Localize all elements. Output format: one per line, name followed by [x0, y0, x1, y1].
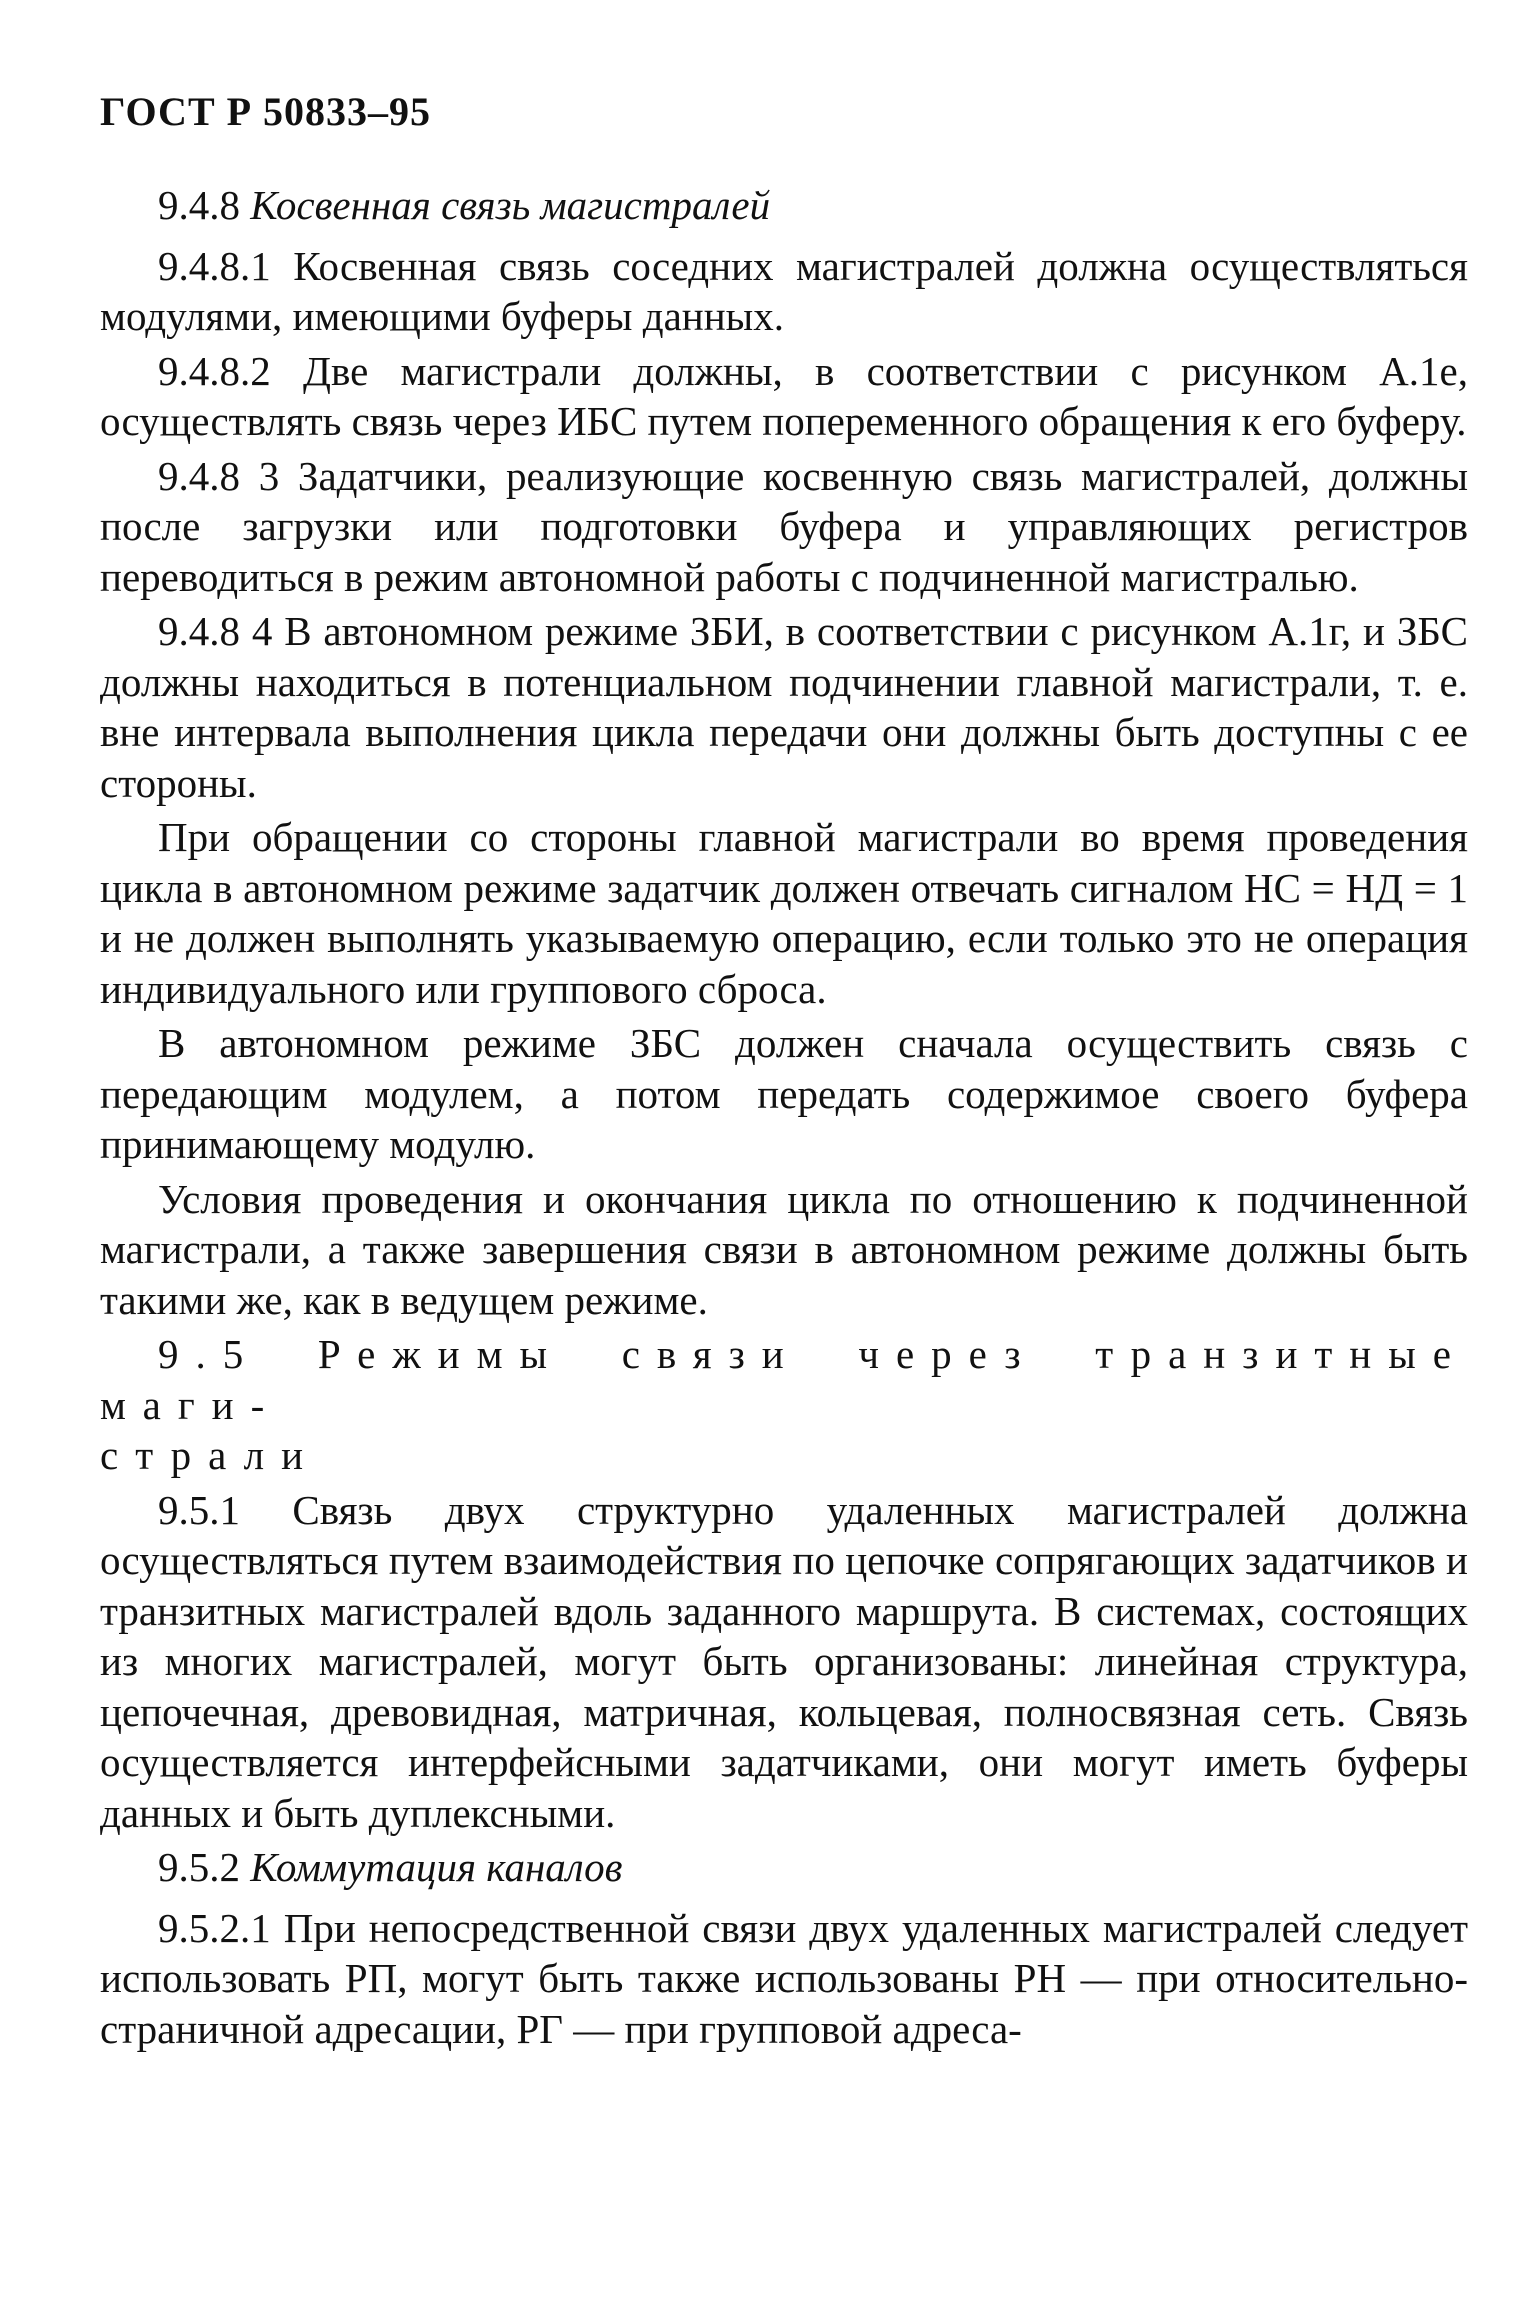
- paragraph-autonomous-mode: В автономном режиме ЗБС должен сначала осуществить связь с передающим модулем, а потом передать содержимое своего буфера принимающему модулю.: [100, 1020, 1468, 1167]
- document-code-header: ГОСТ Р 50833–95: [100, 89, 432, 134]
- paragraph-conditions: Условия проведения и окончания цикла по отношению к подчиненной магистрали, а также завершения связи в автономном режиме должны быть такими же, как в ведущем режиме.: [100, 1175, 1468, 1323]
- section-9-5-2-heading: [100, 1842, 1468, 1893]
- paragraph-main-request: При обращении со стороны главной магистрали во время проведения цикла в автономном режиме задатчик должен отвечать сигналом НС = НД = 1 и не должен выполнять указываемую операцию, если только это не операция индивидуального или группового сброса.: [100, 814, 1468, 1012]
- paragraph-9-4-8-2: 9.4.8.2 Две магистрали должны, в соответствии с рисунком А.1е, осуществлять связь через ИБС путем попеременного обращения к его буферу.: [100, 347, 1468, 444]
- paragraph-9-4-8-4: 9.4.8 4 В автономном режиме ЗБИ, в соответствии с рисунком А.1г, и ЗБС должны находиться в потенциальном подчинении главной магистрали, т. е. вне интервала выполнения цикла передачи они должны быть доступны с ее стороны.: [100, 608, 1468, 806]
- paragraph-9-5-1: 9.5.1 Связь двух структурно удаленных магистралей должна осуществляться путем взаимодействия по цепочке сопрягающих задатчиков и транзитных магистралей вдоль заданного маршрута. В системах, состоящих из многих магистралей, могут быть организованы: линейная структура, цепочечная, древовидная, матричная, кольцевая, полносвязная сеть. Связь осуществляется интерфейсными задатчиками, они могут иметь буферы данных и быть дуплексными.: [100, 1486, 1468, 1836]
- section-title: Коммутация каналов: [250, 1844, 623, 1890]
- section-9-5-heading-line2: страли: [100, 1432, 321, 1478]
- paragraph-9-5-2-1: 9.5.2.1 При непосредственной связи двух удаленных магистралей следует использовать РП, могут быть также использованы РН — при относительно-страничной адресации, РГ — при групповой адреса-: [100, 1904, 1468, 2052]
- paragraph-9-4-8-1: 9.4.8.1 Косвенная связь соседних магистралей должна осуществляться модулями, имеющими буферы данных.: [100, 242, 1468, 339]
- document-body: [100, 180, 1468, 2058]
- section-number: 9.4.8: [158, 182, 240, 228]
- section-title: Косвенная связь магистралей: [250, 182, 771, 228]
- section-9-4-8-heading: [100, 180, 1468, 231]
- section-number: 9.5.2: [158, 1844, 240, 1890]
- section-9-5-heading-line1: 9.5 Режимы связи через транзитные маги-: [100, 1331, 1468, 1428]
- paragraph-9-4-8-3: 9.4.8 3 Задатчики, реализующие косвенную связь магистралей, должны после загрузки или подготовки буфера и управляющих регистров переводиться в режим автономной работы с подчиненной магистралью.: [100, 452, 1468, 600]
